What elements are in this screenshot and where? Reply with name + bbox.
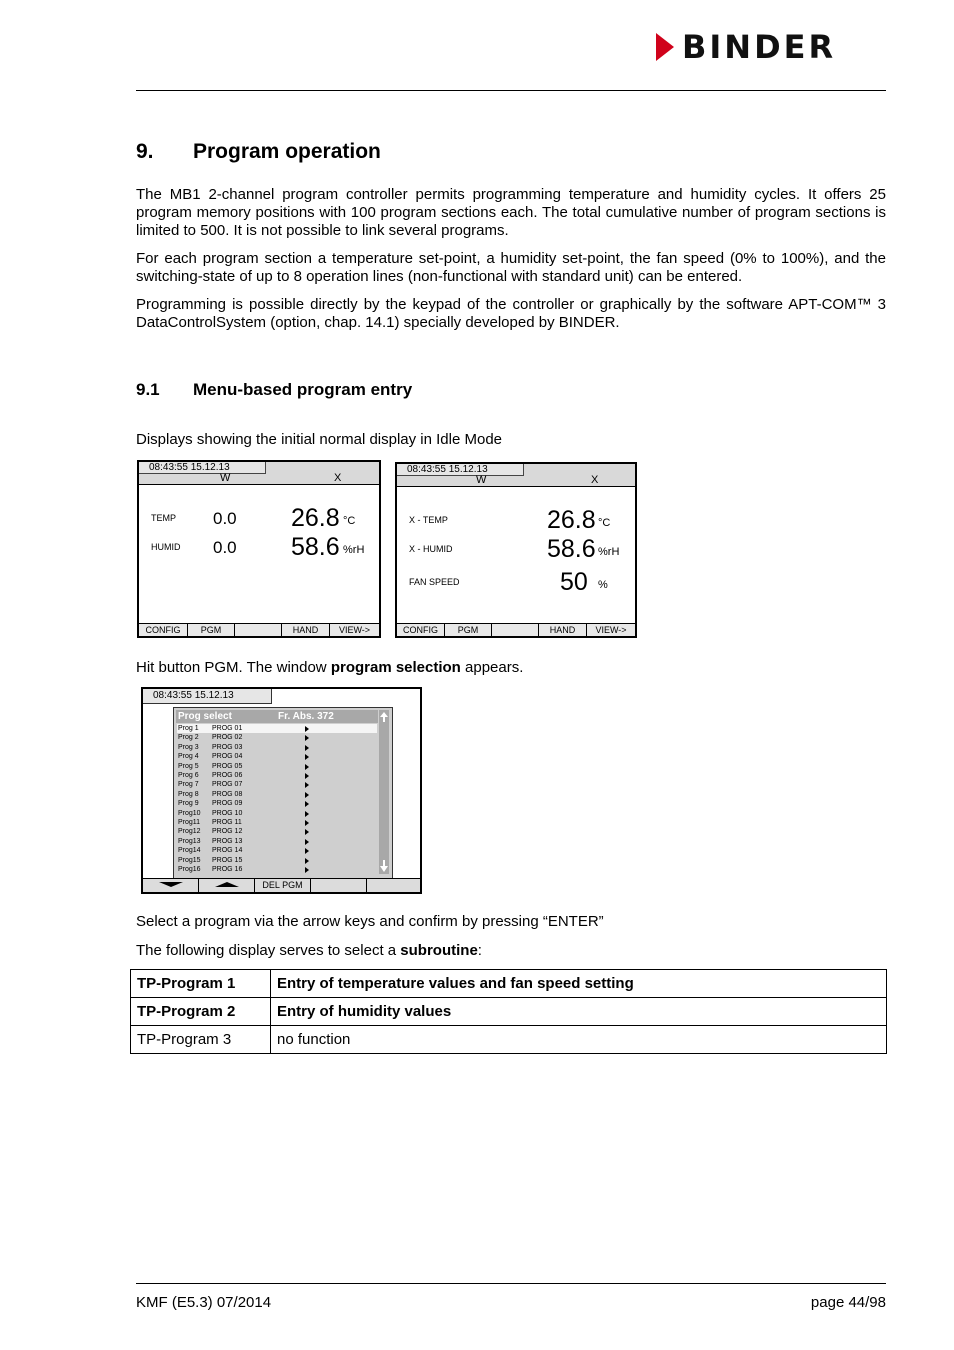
- arrow-down-button[interactable]: [143, 879, 199, 892]
- footer-page-number: page 44/98: [810, 1294, 886, 1311]
- temp-setpoint: 0.0: [213, 509, 237, 528]
- paragraph: The MB1 2-channel program controller permits programming temperature and humidity cycles. It offers 25 program memory positions with 100 program sections each. The total cumulative number of program sections is limited to 500. It is not possible to link several programs.: [136, 186, 886, 239]
- list-item[interactable]: [177, 743, 377, 752]
- humid-setpoint: 0.0: [213, 538, 237, 557]
- config-button[interactable]: CONFIG: [139, 624, 188, 636]
- submenu-arrow-icon: [305, 858, 309, 864]
- fan-value: 50: [560, 568, 588, 596]
- binder-logo: [656, 30, 836, 64]
- prog-name: PROG 05: [212, 762, 243, 770]
- arrow-down-icon: [159, 882, 183, 888]
- humid-label: HUMID: [151, 542, 181, 552]
- free-memory-label: Fr. Abs. 372: [278, 711, 334, 722]
- prog-id: Prog 3: [178, 743, 199, 751]
- submenu-arrow-icon: [305, 764, 309, 770]
- pgm-button[interactable]: PGM: [445, 624, 492, 636]
- submenu-arrow-icon: [305, 801, 309, 807]
- humid-unit: %rH: [598, 546, 620, 558]
- controller-display-2: [395, 462, 637, 638]
- humid-unit: %rH: [343, 544, 365, 556]
- scroll-down-arrow-icon: [380, 860, 388, 872]
- header-rule: [136, 90, 886, 91]
- list-item[interactable]: [177, 846, 377, 855]
- actual-column-label: X: [334, 472, 342, 484]
- prog-id: Prog15: [178, 856, 201, 864]
- subroutine-name: TP-Program 2: [131, 998, 271, 1026]
- submenu-arrow-icon: [305, 792, 309, 798]
- humid-value: 58.6: [291, 533, 340, 561]
- setpoint-column-label: W: [220, 472, 231, 484]
- prog-id: Prog 1: [178, 725, 199, 732]
- prog-name: PROG 08: [212, 790, 243, 798]
- footer-doc-id: KMF (E5.3) 07/2014: [136, 1294, 272, 1311]
- list-item[interactable]: [177, 827, 377, 836]
- prog-id: Prog16: [178, 866, 201, 873]
- prog-name: PROG 07: [212, 781, 243, 789]
- prog-id: Prog10: [178, 809, 201, 817]
- list-item[interactable]: [177, 790, 377, 799]
- prog-name: PROG 10: [212, 809, 243, 817]
- prog-id: Prog14: [178, 847, 201, 855]
- submenu-arrow-icon: [305, 811, 309, 817]
- table-row: [131, 1026, 887, 1054]
- subroutine-name: TP-Program 1: [131, 970, 271, 998]
- temp-value: 26.8: [291, 504, 340, 532]
- submenu-arrow-icon: [305, 848, 309, 854]
- submenu-arrow-icon: [305, 735, 309, 741]
- time-stamp: 08:43:55 15.12.13: [143, 689, 272, 704]
- temp-unit: °C: [343, 515, 356, 527]
- blank-button[interactable]: [367, 879, 420, 892]
- fan-unit: %: [598, 579, 608, 591]
- subsection-heading: 9.1 Menu-based program entry: [136, 380, 413, 399]
- prog-name: PROG 14: [212, 847, 243, 855]
- blank-button[interactable]: [492, 624, 539, 636]
- prog-name: PROG 12: [212, 828, 243, 836]
- list-item[interactable]: [177, 809, 377, 818]
- prog-select-header: [176, 710, 378, 723]
- arrow-up-button[interactable]: [199, 879, 255, 892]
- submenu-arrow-icon: [305, 820, 309, 826]
- temp-value: 26.8: [547, 506, 596, 534]
- prog-id: Prog11: [178, 819, 201, 826]
- subroutine-table: [130, 969, 887, 1054]
- program-selection-window: [141, 687, 422, 894]
- actual-column-label: X: [591, 474, 599, 486]
- prog-name: PROG 11: [212, 819, 242, 826]
- submenu-arrow-icon: [305, 782, 309, 788]
- time-stamp: 08:43:55 15.12.13: [397, 464, 524, 476]
- prog-select-title: Prog select: [178, 711, 232, 722]
- prog-name: PROG 16: [212, 866, 243, 873]
- prog-id: Prog 7: [178, 781, 199, 789]
- prog-name: PROG 06: [212, 772, 243, 779]
- prog-id: Prog12: [178, 828, 201, 836]
- list-item[interactable]: [177, 762, 377, 771]
- submenu-arrow-icon: [305, 829, 309, 835]
- prog-name: PROG 13: [212, 837, 243, 845]
- prog-name: PROG 03: [212, 743, 243, 751]
- subroutine-name: TP-Program 3: [131, 1026, 271, 1054]
- arrow-up-icon: [215, 882, 239, 888]
- logo-text: BINDER: [682, 28, 837, 66]
- select-instruction: Select a program via the arrow keys and confirm by pressing “ENTER”: [136, 913, 604, 930]
- temp-label: X - TEMP: [409, 515, 448, 525]
- list-item[interactable]: [177, 724, 377, 733]
- list-item[interactable]: [177, 771, 377, 780]
- prog-id: Prog 2: [178, 734, 199, 742]
- humid-label: X - HUMID: [409, 544, 453, 554]
- subroutine-description: no function: [271, 1026, 887, 1054]
- temp-unit: °C: [598, 517, 611, 529]
- binder-triangle-icon: [656, 33, 674, 61]
- prog-id: Prog 5: [178, 762, 199, 770]
- blank-button[interactable]: [235, 624, 282, 636]
- subroutine-description: Entry of temperature values and fan speed setting: [271, 970, 887, 998]
- list-item[interactable]: [177, 733, 377, 742]
- blank-button[interactable]: [311, 879, 367, 892]
- submenu-arrow-icon: [305, 745, 309, 751]
- fan-label: FAN SPEED: [409, 577, 460, 587]
- hand-button[interactable]: HAND: [282, 624, 330, 636]
- prog-name: PROG 04: [212, 753, 243, 761]
- config-button[interactable]: CONFIG: [397, 624, 445, 636]
- submenu-arrow-icon: [305, 754, 309, 760]
- list-item[interactable]: [177, 856, 377, 865]
- subroutine-line: The following display serves to select a subroutine:: [136, 942, 482, 959]
- list-item[interactable]: [177, 799, 377, 808]
- hit-pgm-line: Hit button PGM. The window program selection appears.: [136, 659, 524, 676]
- prog-id: Prog 8: [178, 790, 199, 798]
- section-heading: 9. Program operation: [136, 140, 381, 163]
- pgm-button[interactable]: PGM: [188, 624, 235, 636]
- scroll-up-arrow-icon: [380, 712, 388, 722]
- prog-name: PROG 09: [212, 800, 243, 808]
- subroutine-description: Entry of humidity values: [271, 998, 887, 1026]
- list-item[interactable]: [177, 752, 377, 761]
- list-scrollbar[interactable]: [379, 710, 389, 874]
- submenu-arrow-icon: [305, 726, 309, 732]
- setpoint-column-label: W: [476, 474, 487, 486]
- prog-name: PROG 02: [212, 734, 243, 742]
- intro-line: Displays showing the initial normal display in Idle Mode: [136, 431, 503, 448]
- del-pgm-button[interactable]: DEL PGM: [255, 879, 311, 892]
- prog-select-list: [173, 707, 393, 879]
- controller-display-1: [137, 460, 381, 638]
- list-item[interactable]: [177, 780, 377, 789]
- prog-id: Prog 9: [178, 800, 199, 808]
- table-row: [131, 998, 887, 1026]
- paragraph: For each program section a temperature set-point, a humidity set-point, the fan speed (0% to 100%), and the switching-state of up to 8 operation lines (non-functional with standard unit) can be entered.: [136, 250, 886, 285]
- temp-label: TEMP: [151, 513, 177, 523]
- prog-id: Prog13: [178, 837, 201, 845]
- time-stamp: 08:43:55 15.12.13: [139, 462, 266, 474]
- view-button[interactable]: VIEW->: [595, 625, 627, 635]
- humid-value: 58.6: [547, 535, 596, 563]
- submenu-arrow-icon: [305, 839, 309, 845]
- prog-name: PROG 15: [212, 856, 243, 864]
- paragraph: Programming is possible directly by the keypad of the controller or graphically by the software APT-COM™ 3 DataControlSystem (option, chap. 14.1) specially developed by BINDER.: [136, 296, 886, 331]
- submenu-arrow-icon: [305, 773, 309, 779]
- view-button[interactable]: VIEW->: [338, 625, 371, 635]
- prog-id: Prog 6: [178, 772, 199, 779]
- list-item[interactable]: [177, 865, 377, 874]
- hand-button[interactable]: HAND: [539, 624, 587, 636]
- prog-name: PROG 01: [212, 725, 243, 732]
- list-item[interactable]: [177, 818, 377, 827]
- table-row: [131, 970, 887, 998]
- footer-rule: [136, 1283, 886, 1284]
- list-item[interactable]: [177, 837, 377, 846]
- prog-id: Prog 4: [178, 753, 199, 761]
- submenu-arrow-icon: [305, 867, 309, 873]
